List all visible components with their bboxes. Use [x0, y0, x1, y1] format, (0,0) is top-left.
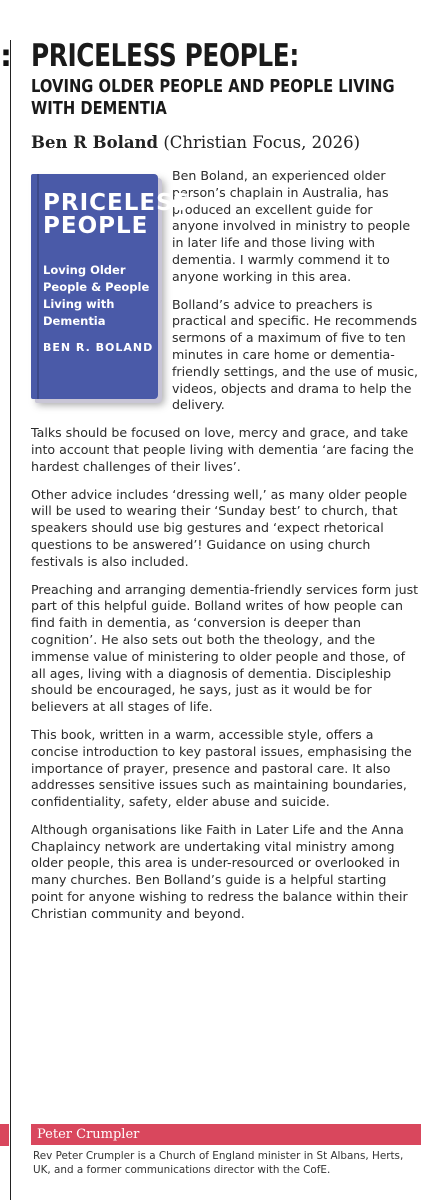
- byline-author: Ben R Boland: [31, 133, 159, 152]
- reviewer-bio-text: Rev Peter Crumpler is a Church of England minister in St Albans, Herts, UK, and a former communications director with the CofE.: [33, 1150, 404, 1176]
- review-subtitle: LOVING OLDER PEOPLE AND PEOPLE LIVING WITH DEMENTIA: [31, 76, 395, 119]
- review-paragraph: Talks should be focused on love, mercy and grace, and take into account that people living with dementia ‘are facing the hardest challenges of their lives’.: [31, 425, 414, 474]
- review-paragraph: This book, written in a warm, accessible style, offers a concise introduction to key pastoral issues, emphasising the importance of prayer, presence and pastoral care. It also addresses sensitive issues such as maintaining boundaries, confidentiality, safety, elder abuse and suicide.: [31, 726, 412, 810]
- book-cover-author: BEN R. BOLAND: [43, 341, 154, 354]
- review-paragraph: Ben Boland, an experienced older person’s chaplain in Australia, has produced an excellent guide for anyone involved in ministry to people in later life and those living with dementia. I warmly commend it to anyone working in this area.: [172, 168, 411, 284]
- previous-column-colon: :: [0, 39, 12, 74]
- review-byline: [31, 132, 421, 154]
- book-cover-image: [31, 174, 191, 399]
- byline-publisher: (Christian Focus, 2026): [163, 133, 361, 152]
- reviewer-name-bar: Peter Crumpler: [31, 1124, 421, 1145]
- review-paragraph: Bolland’s advice to preachers is practical and specific. He recommends sermons of a maximum of five to ten minutes in care home or dementia-friendly settings, and the use of music, videos, objects and drama to help the delivery.: [172, 296, 419, 413]
- review-paragraph: Other advice includes ‘dressing well,’ as many older people will be used to wearing their ‘Sunday best’ to church, that speakers should use big gestures and ‘expect rhetorical questions to be answered’! Guidance on using church festivals is also included.: [31, 486, 408, 569]
- book-cover-subtitle: Loving Older People & People Living with Dementia: [43, 263, 150, 328]
- review-paragraph: Although organisations like Faith in Later Life and the Anna Chaplaincy network are undertaking vital ministry among older people, this area is under-resourced or overlooked in many churches. Ben Bolland’s guide is a helpful starting point for anyone wishing to redress the balance within their Christian community and beyond.: [31, 821, 408, 921]
- previous-column-red-bar: [0, 1124, 9, 1146]
- book-review-article: [31, 38, 421, 934]
- review-paragraph: Preaching and arranging dementia-friendly services form just part of this helpful guide. Bolland writes of how people can find faith in dementia, as ‘conversion is deeper than cognition’. He also sets out both the theology, and the immense value of ministering to older people and those, of all ages, living with a diagnosis of dementia. Discipleship should be encouraged, he says, just as it would be for believers at all stages of life.: [31, 581, 419, 715]
- review-title: PRICELESS PEOPLE:: [31, 38, 299, 74]
- review-body: [31, 168, 421, 923]
- column-divider-rule: [10, 40, 11, 1200]
- book-cover-title: PRICELESS PEOPLE: [43, 190, 191, 239]
- reviewer-bio: [31, 1124, 421, 1177]
